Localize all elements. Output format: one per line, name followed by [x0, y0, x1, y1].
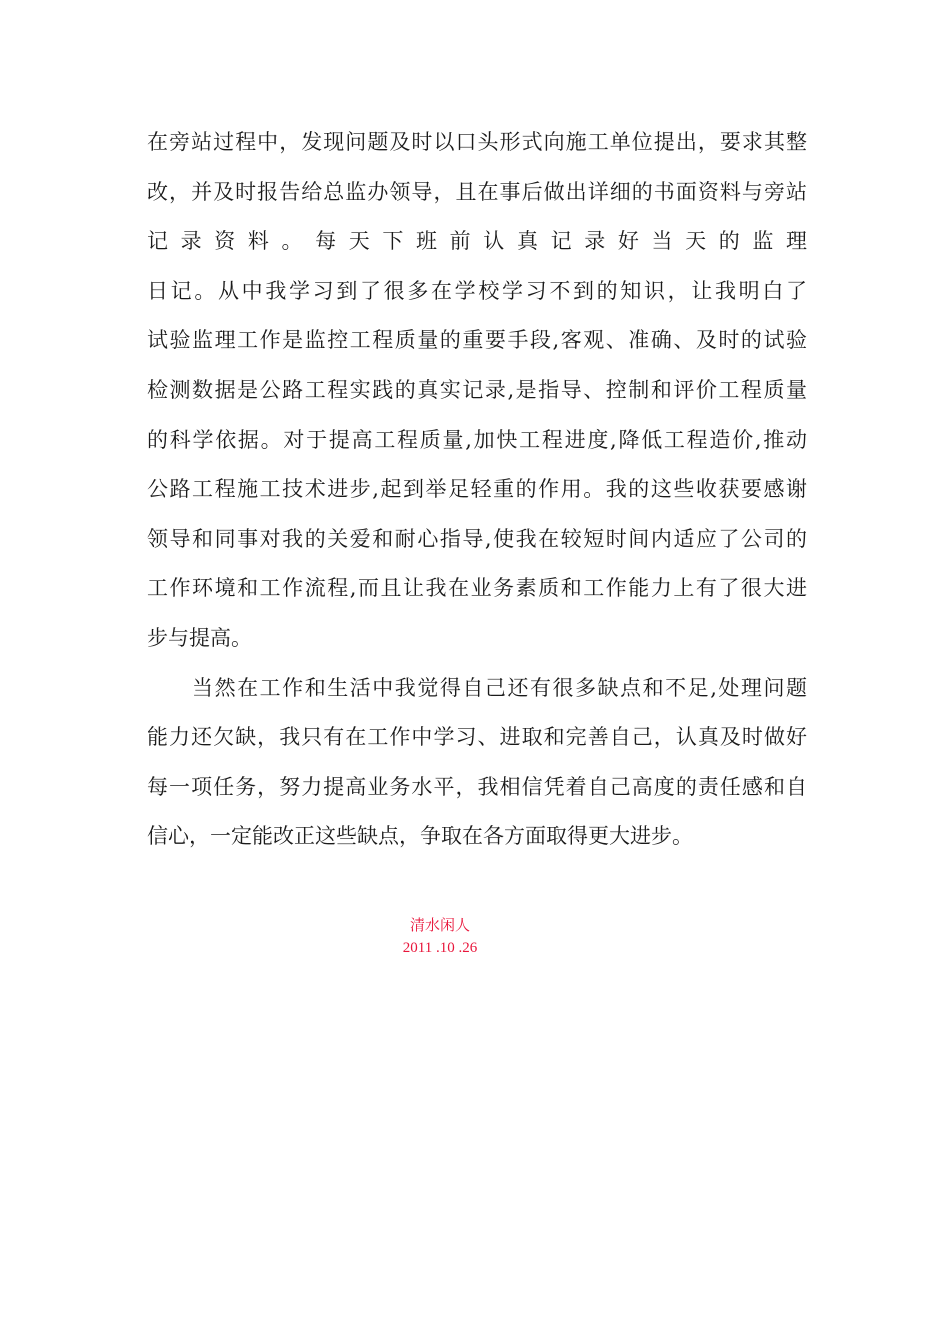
- signature-block: [340, 915, 540, 959]
- body-text: [147, 118, 807, 862]
- signature-name: 清水闲人: [409, 918, 470, 934]
- text-line: 每一项任务，努力提高业务水平，我相信凭着自己高度的责任感和自: [147, 774, 807, 799]
- signature-date: 2011 .10 .26: [402, 940, 478, 956]
- text-line: 当然在工作和生活中我觉得自己还有很多缺点和不足,处理问题: [147, 675, 807, 700]
- text-line: 能力还欠缺，我只有在工作中学习、进取和完善自己，认真及时做好: [147, 725, 807, 750]
- text-line: 的科学依据。对于提高工程质量,加快工程进度,降低工程造价,推动: [147, 427, 807, 452]
- text-line: 步与提高。: [147, 625, 252, 650]
- text-line: 日记。从中我学习到了很多在学校学习不到的知识，让我明白了: [147, 278, 807, 303]
- text-line: 改，并及时报告给总监办领导，且在事后做出详细的书面资料与旁站: [147, 179, 807, 204]
- text-line: 试验监理工作是监控工程质量的重要手段,客观、准确、及时的试验: [147, 328, 807, 353]
- text-line: 领导和同事对我的关爱和耐心指导,使我在较短时间内适应了公司的: [147, 526, 807, 551]
- text-line: 信心，一定能改正这些缺点，争取在各方面取得更大进步。: [147, 824, 693, 849]
- text-line: 记 录 资 料 。 每 天 下 班 前 认 真 记 录 好 当 天 的 监 理: [147, 229, 807, 254]
- text-line: 在旁站过程中，发现问题及时以口头形式向施工单位提出，要求其整: [147, 130, 807, 154]
- text-line: 工作环境和工作流程,而且让我在业务素质和工作能力上有了很大进: [147, 576, 807, 601]
- text-line: 检测数据是公路工程实践的真实记录,是指导、控制和评价工程质量: [147, 377, 807, 402]
- text-line: 公路工程施工技术进步,起到举足轻重的作用。我的这些收获要感谢: [147, 477, 807, 502]
